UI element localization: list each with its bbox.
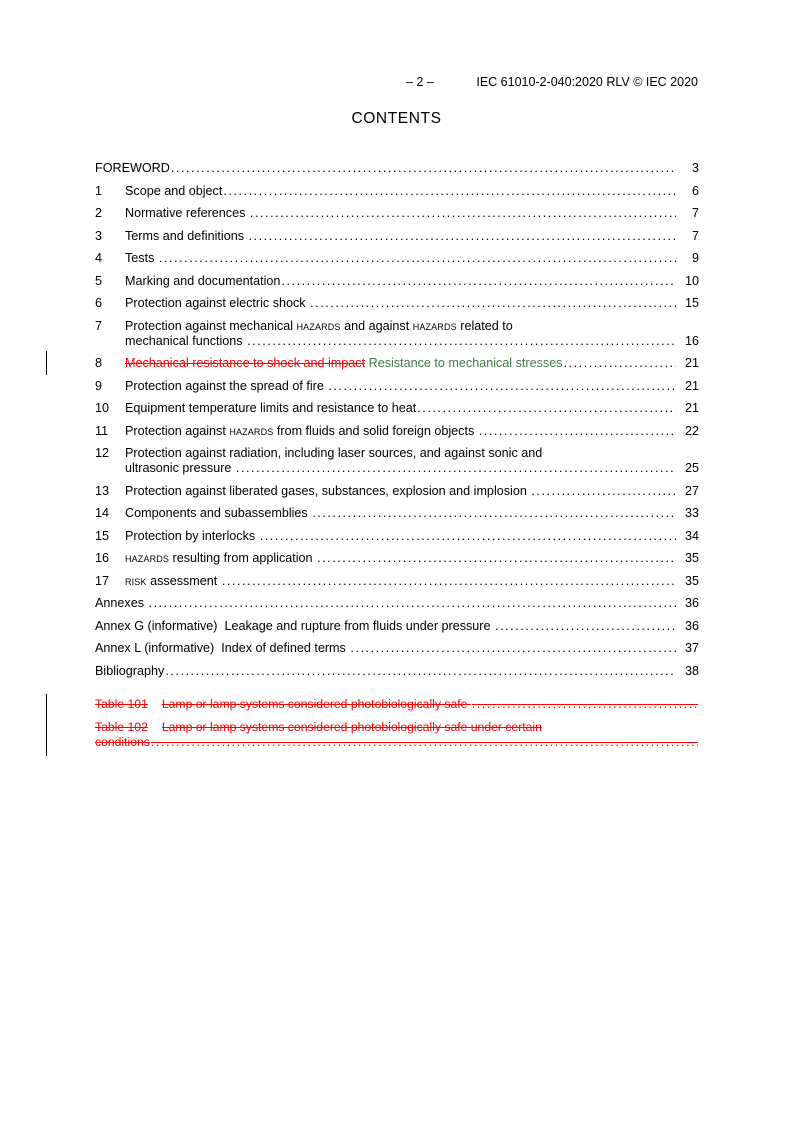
toc-page-number: 21 [684,356,699,370]
toc-entry-16[interactable] [95,551,699,566]
leader-dots [495,619,676,634]
toc-label [125,574,221,589]
leader-dots [531,484,676,499]
leader-dots [249,229,677,244]
change-bar-table-list [46,694,47,756]
table-entry-line-2: conditions [95,735,150,749]
toc-entry-12[interactable] [95,446,699,476]
leader-dots [317,551,676,566]
toc-label-part: Protection against [125,423,230,438]
leader-dots [479,424,676,439]
toc-label: Annex L (informative) Index of defined terms [95,641,350,655]
toc-label [125,551,316,566]
defined-term-hazards: hazards [125,551,170,565]
toc-label [125,424,478,439]
leader-dots [159,251,676,266]
toc-label: Terms and definitions [125,228,248,243]
inserted-text: Resistance to mechanical stresses [365,356,563,370]
toc-label: FOREWORD [95,161,170,175]
toc-page-number: 15 [684,296,699,310]
page-header [0,75,793,93]
leader-dots [171,161,676,176]
defined-term-risk: risk [125,573,147,588]
toc-entry-3[interactable] [95,229,699,244]
toc-page-number: 36 [684,618,699,633]
toc-clause-number: 2 [95,206,103,220]
toc-entry-5[interactable] [95,274,699,289]
standard-identifier: IEC 61010-2-040:2020 RLV © IEC 2020 [476,75,698,89]
page-title: CONTENTS [351,110,442,127]
toc-entry-15[interactable] [95,529,699,544]
toc-page-number: 33 [684,506,699,520]
toc-clause-number: 6 [95,296,103,310]
toc-label: Scope and object [125,183,223,198]
leader-dots [312,506,676,521]
toc-page-number: 37 [684,641,699,655]
toc-page-number: 38 [684,663,699,678]
toc-entry-annex-l[interactable] [95,641,699,656]
toc-entry-1[interactable] [95,184,699,199]
toc-label-line-2: ultrasonic pressure [125,461,235,475]
toc-label: Bibliography [95,663,165,678]
table-entry-102[interactable] [95,720,699,750]
toc-entry-2[interactable] [95,206,699,221]
toc-label-part: and against [340,318,413,333]
toc-entry-foreword[interactable] [95,161,699,176]
leader-dots [151,735,698,750]
toc-entry-4[interactable] [95,251,699,266]
toc-page-number: 10 [684,273,699,288]
toc-label-part: from fluids and solid foreign objects [273,423,478,438]
leader-dots [247,334,676,349]
toc-label: Equipment temperature limits and resistance to heat [125,401,417,415]
toc-clause-number: 13 [95,483,110,498]
leader-dots [149,596,676,611]
toc-label: Annex G (informative) Leakage and rupture from fluids under pressure [95,618,495,633]
toc-entry-11[interactable] [95,424,699,439]
leader-dots [281,274,676,289]
defined-term-hazards: hazards [412,318,457,333]
toc-page-number: 25 [684,461,699,475]
toc-page-number: 22 [684,423,699,438]
toc-clause-number: 15 [95,528,110,543]
deleted-text: Mechanical resistance to shock and impact [125,356,366,370]
leader-dots [236,461,676,476]
toc-entry-10[interactable] [95,401,699,416]
toc-page-number: 9 [691,251,699,265]
toc-page-number: 27 [684,483,699,498]
toc-label-line-1: Protection against radiation, including laser sources, and against sonic and [125,446,543,460]
change-bar-clause-8 [46,351,47,375]
table-of-contents [95,161,699,686]
leader-dots [564,356,677,371]
toc-page-number: 34 [684,528,699,543]
toc-label: Protection by interlocks [125,528,259,543]
toc-clause-number: 17 [95,573,110,588]
toc-label-line-2: mechanical functions [125,333,247,348]
toc-page-number: 36 [684,596,699,610]
toc-entry-9[interactable] [95,379,699,394]
toc-page-number: 21 [684,378,699,393]
toc-clause-number: 14 [95,506,110,520]
table-entry-line-1 [95,720,699,735]
toc-entry-annexes[interactable] [95,596,699,611]
toc-label-line-1 [125,319,699,334]
toc-label: Protection against the spread of fire [125,378,328,393]
toc-label: Components and subassemblies [125,506,312,520]
table-title: Lamp or lamp systems considered photobiologically safe [161,697,471,711]
toc-label: Protection against liberated gases, substances, explosion and implosion [125,483,531,498]
toc-page-number: 6 [691,183,699,198]
leader-dots [350,641,676,656]
toc-clause-number: 11 [95,423,109,438]
leader-dots [222,574,676,589]
toc-entry-bibliography[interactable] [95,664,699,679]
toc-page-number: 7 [691,206,699,220]
leader-dots [223,184,676,199]
toc-clause-number: 3 [95,228,103,243]
toc-label-part: related to [456,318,513,333]
toc-page-number: 21 [684,401,699,415]
table-entry-label [95,697,471,712]
toc-page-number: 7 [691,228,699,243]
toc-clause-number: 9 [95,378,103,393]
leader-dots [328,379,676,394]
toc-clause-number: 1 [95,183,103,198]
toc-clause-number: 12 [95,446,110,460]
toc-clause-number: 4 [95,251,103,265]
toc-entry-7[interactable] [95,319,699,349]
leader-dots [165,664,676,679]
toc-label-part: Protection against mechanical [125,318,297,333]
leader-dots [472,697,698,712]
toc-label: Tests [125,251,158,265]
page-folio: – 2 – [406,75,434,89]
table-entry-101[interactable] [95,697,699,712]
toc-entry-14[interactable] [95,506,699,521]
toc-label: Normative references [125,206,249,220]
toc-label-part: resulting from application [169,551,317,565]
defined-term-hazards: hazards [229,423,274,438]
toc-entry-8[interactable] [95,356,699,371]
toc-label: Marking and documentation [125,273,281,288]
toc-label-part: assessment [146,573,221,588]
toc-clause-number: 16 [95,551,110,565]
table-number: Table 101 [95,697,148,711]
table-number: Table 102 [95,720,148,734]
toc-page-number: 35 [684,551,699,565]
leader-dots [260,529,676,544]
toc-page-number: 35 [684,573,699,588]
toc-label [125,356,563,371]
toc-entry-17[interactable] [95,574,699,589]
defined-term-hazards: hazards [296,318,341,333]
toc-page-number: 16 [684,333,699,348]
toc-entry-annex-g[interactable] [95,619,699,634]
toc-label: Protection against electric shock [125,296,310,310]
toc-clause-number: 8 [95,356,103,370]
list-of-tables [95,697,699,758]
toc-clause-number: 10 [95,401,110,415]
toc-entry-6[interactable] [95,296,699,311]
leader-dots [250,206,676,221]
toc-clause-number: 7 [95,318,103,333]
table-title: Lamp or lamp systems considered photobiologically safe under certain [161,720,542,734]
toc-label: Annexes [95,596,148,610]
toc-clause-number: 5 [95,273,103,288]
leader-dots [310,296,676,311]
leader-dots [417,401,676,416]
toc-entry-13[interactable] [95,484,699,499]
toc-page-number: 3 [691,161,699,175]
